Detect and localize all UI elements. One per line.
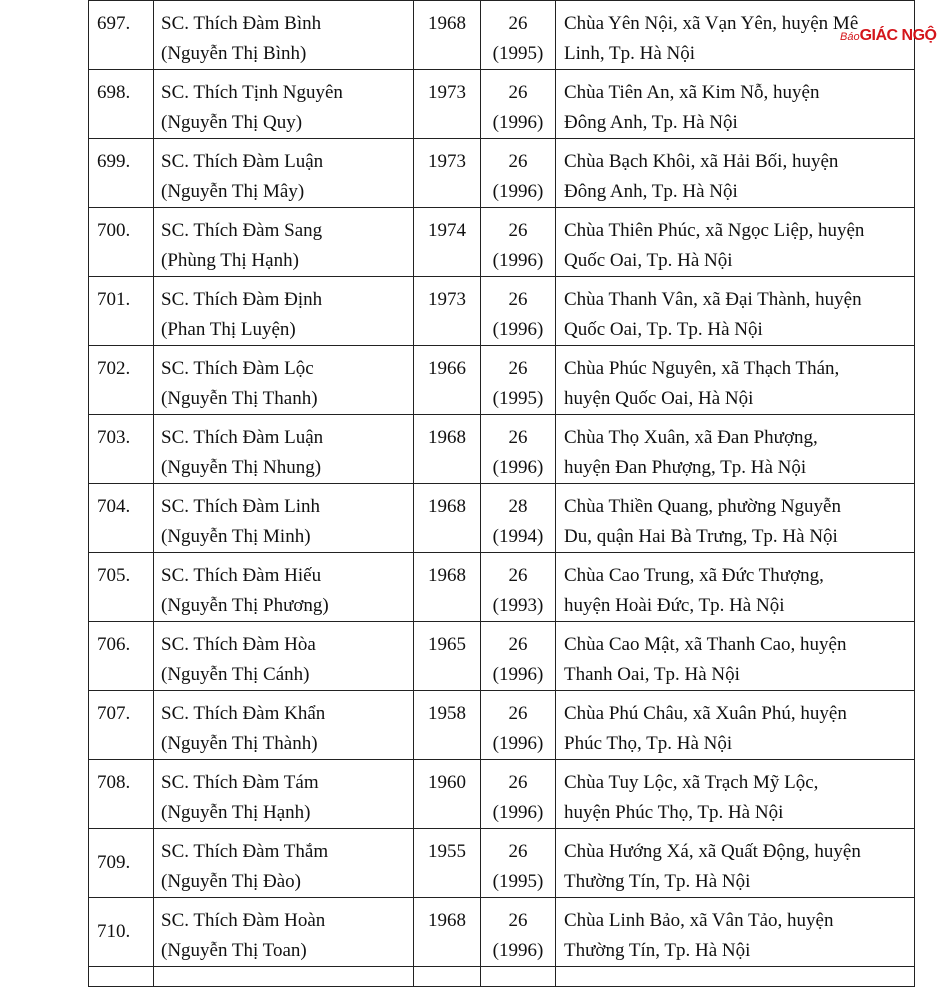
ordination-year: (1995) — [492, 871, 544, 892]
birth-year: 1968 — [428, 910, 466, 931]
birth-year: 1974 — [428, 220, 466, 241]
ordination-year: (1996) — [492, 112, 544, 133]
ordination-cell — [481, 829, 556, 898]
monastic-roster-table — [88, 0, 915, 987]
dharma-name: SC. Thích Đàm Tám — [161, 772, 319, 793]
address-line-2: Đông Anh, Tp. Hà Nội — [564, 181, 738, 202]
birth-year-cell — [414, 898, 481, 967]
row-number-cell — [89, 346, 154, 415]
row-number-cell — [89, 1, 154, 70]
row-number: 703. — [97, 427, 131, 448]
lay-name: (Nguyễn Thị Nhung) — [161, 457, 322, 478]
dharma-name: SC. Thích Tịnh Nguyên — [161, 82, 343, 103]
row-number: 708. — [97, 772, 131, 793]
birth-year: 1968 — [428, 565, 466, 586]
dharma-name: SC. Thích Đàm Thắm — [161, 841, 329, 862]
address-line-2: Quốc Oai, Tp. Hà Nội — [564, 250, 733, 271]
address-line-1: Chùa Thiền Quang, phường Nguyễn — [564, 496, 841, 517]
roster-body — [89, 1, 915, 987]
dharma-name: SC. Thích Đàm Bình — [161, 13, 322, 34]
ordination-cell — [481, 691, 556, 760]
name-cell — [154, 139, 414, 208]
address-line-2: Đông Anh, Tp. Hà Nội — [564, 112, 738, 133]
table-row — [89, 829, 915, 898]
row-number: 705. — [97, 565, 131, 586]
row-number-cell — [89, 691, 154, 760]
row-number: 697. — [97, 13, 131, 34]
ordination-age: 26 — [508, 13, 528, 34]
address-line-2: Thường Tín, Tp. Hà Nội — [564, 871, 751, 892]
row-number: 704. — [97, 496, 131, 517]
row-number-cell — [89, 484, 154, 553]
row-number: 701. — [97, 289, 131, 310]
row-number-cell — [89, 622, 154, 691]
table-row — [89, 1, 915, 70]
lay-name: (Nguyễn Thị Cánh) — [161, 664, 310, 685]
table-row — [89, 139, 915, 208]
ordination-age: 26 — [508, 82, 528, 103]
name-cell — [154, 346, 414, 415]
birth-year: 1973 — [428, 289, 466, 310]
lay-name: (Nguyễn Thị Bình) — [161, 43, 307, 64]
lay-name: (Nguyễn Thị Thanh) — [161, 388, 318, 409]
address-cell — [556, 139, 915, 208]
dharma-name: SC. Thích Đàm Linh — [161, 496, 321, 517]
lay-name: (Nguyễn Thị Hạnh) — [161, 802, 311, 823]
address-cell — [556, 415, 915, 484]
dharma-name: SC. Thích Đàm Sang — [161, 220, 323, 241]
address-line-1: Chùa Hướng Xá, xã Quất Động, huyện — [564, 841, 861, 862]
ordination-age: 26 — [508, 841, 528, 862]
address-line-1: Chùa Phúc Nguyên, xã Thạch Thán, — [564, 358, 840, 379]
table-row — [89, 346, 915, 415]
name-cell — [154, 760, 414, 829]
birth-year: 1958 — [428, 703, 466, 724]
address-line-2: Linh, Tp. Hà Nội — [564, 43, 696, 64]
newspaper-watermark-logo — [840, 27, 936, 45]
row-number-cell — [89, 139, 154, 208]
name-cell — [154, 208, 414, 277]
table-row — [89, 484, 915, 553]
birth-year-cell — [414, 277, 481, 346]
ordination-cell — [481, 277, 556, 346]
name-cell — [154, 277, 414, 346]
row-number-cell — [89, 829, 154, 898]
address-cell — [556, 691, 915, 760]
row-number-cell — [89, 760, 154, 829]
partial-cell — [89, 967, 154, 987]
row-number-cell — [89, 277, 154, 346]
row-number: 710. — [97, 921, 131, 942]
dharma-name: SC. Thích Đàm Khẩn — [161, 703, 326, 724]
ordination-age: 26 — [508, 910, 528, 931]
birth-year-cell — [414, 139, 481, 208]
lay-name: (Nguyễn Thị Đào) — [161, 871, 302, 892]
ordination-cell — [481, 760, 556, 829]
partial-cell — [556, 967, 915, 987]
ordination-year: (1996) — [492, 250, 544, 271]
table-row — [89, 415, 915, 484]
birth-year-cell — [414, 208, 481, 277]
ordination-age: 26 — [508, 151, 528, 172]
ordination-cell — [481, 1, 556, 70]
address-line-1: Chùa Thiên Phúc, xã Ngọc Liệp, huyện — [564, 220, 865, 241]
birth-year: 1973 — [428, 151, 466, 172]
address-line-2: huyện Quốc Oai, Hà Nội — [564, 388, 754, 409]
name-cell — [154, 898, 414, 967]
row-number-cell — [89, 553, 154, 622]
dharma-name: SC. Thích Đàm Lộc — [161, 358, 314, 379]
ordination-age: 26 — [508, 703, 528, 724]
ordination-age: 26 — [508, 358, 528, 379]
birth-year-cell — [414, 829, 481, 898]
table-row — [89, 277, 915, 346]
birth-year: 1955 — [428, 841, 466, 862]
table-row — [89, 208, 915, 277]
ordination-age: 26 — [508, 772, 528, 793]
ordination-year: (1993) — [492, 595, 544, 616]
birth-year: 1973 — [428, 82, 466, 103]
birth-year-cell — [414, 484, 481, 553]
birth-year-cell — [414, 70, 481, 139]
dharma-name: SC. Thích Đàm Hòa — [161, 634, 316, 655]
address-line-1: Chùa Yên Nội, xã Vạn Yên, huyện Mê — [564, 13, 859, 34]
birth-year: 1968 — [428, 13, 466, 34]
row-number: 699. — [97, 151, 131, 172]
row-number-cell — [89, 415, 154, 484]
ordination-cell — [481, 415, 556, 484]
ordination-year: (1996) — [492, 181, 544, 202]
address-cell — [556, 277, 915, 346]
dharma-name: SC. Thích Đàm Hiếu — [161, 565, 322, 586]
ordination-age: 26 — [508, 220, 528, 241]
lay-name: (Phan Thị Luyện) — [161, 319, 296, 340]
address-cell — [556, 484, 915, 553]
birth-year-cell — [414, 691, 481, 760]
ordination-year: (1994) — [492, 526, 544, 547]
birth-year-cell — [414, 415, 481, 484]
name-cell — [154, 415, 414, 484]
row-number: 707. — [97, 703, 131, 724]
ordination-year: (1995) — [492, 388, 544, 409]
ordination-cell — [481, 553, 556, 622]
address-line-2: Quốc Oai, Tp. Tp. Hà Nội — [564, 319, 763, 340]
address-cell — [556, 70, 915, 139]
address-line-2: huyện Đan Phượng, Tp. Hà Nội — [564, 457, 807, 478]
address-line-1: Chùa Bạch Khôi, xã Hải Bối, huyện — [564, 151, 839, 172]
watermark-brand: GIÁC NGỘ — [859, 27, 937, 44]
lay-name: (Nguyễn Thị Minh) — [161, 526, 311, 547]
birth-year: 1960 — [428, 772, 466, 793]
address-line-1: Chùa Thanh Vân, xã Đại Thành, huyện — [564, 289, 862, 310]
name-cell — [154, 1, 414, 70]
dharma-name: SC. Thích Đàm Định — [161, 289, 323, 310]
name-cell — [154, 622, 414, 691]
birth-year: 1968 — [428, 496, 466, 517]
address-cell — [556, 208, 915, 277]
ordination-age: 26 — [508, 565, 528, 586]
address-cell — [556, 553, 915, 622]
address-line-2: Du, quận Hai Bà Trưng, Tp. Hà Nội — [564, 526, 838, 547]
address-line-1: Chùa Tiên An, xã Kim Nỗ, huyện — [564, 82, 820, 103]
lay-name: (Phùng Thị Hạnh) — [161, 250, 299, 271]
partial-cell — [481, 967, 556, 987]
row-number-cell — [89, 70, 154, 139]
name-cell — [154, 829, 414, 898]
address-line-1: Chùa Phú Châu, xã Xuân Phú, huyện — [564, 703, 847, 724]
ordination-cell — [481, 70, 556, 139]
ordination-cell — [481, 208, 556, 277]
dharma-name: SC. Thích Đàm Luận — [161, 151, 324, 172]
address-cell — [556, 760, 915, 829]
ordination-year: (1996) — [492, 457, 544, 478]
row-number: 698. — [97, 82, 131, 103]
ordination-cell — [481, 484, 556, 553]
address-line-1: Chùa Linh Bảo, xã Vân Tảo, huyện — [564, 910, 834, 931]
lay-name: (Nguyễn Thị Quy) — [161, 112, 303, 133]
name-cell — [154, 484, 414, 553]
ordination-cell — [481, 898, 556, 967]
row-number-cell — [89, 208, 154, 277]
address-line-2: huyện Hoài Đức, Tp. Hà Nội — [564, 595, 785, 616]
partial-cell — [414, 967, 481, 987]
dharma-name: SC. Thích Đàm Hoàn — [161, 910, 326, 931]
address-line-1: Chùa Cao Trung, xã Đức Thượng, — [564, 565, 824, 586]
ordination-year: (1995) — [492, 43, 544, 64]
lay-name: (Nguyễn Thị Toan) — [161, 940, 307, 961]
address-line-2: Thường Tín, Tp. Hà Nội — [564, 940, 751, 961]
address-line-2: huyện Phúc Thọ, Tp. Hà Nội — [564, 802, 784, 823]
ordination-age: 26 — [508, 427, 528, 448]
ordination-year: (1996) — [492, 664, 544, 685]
birth-year-cell — [414, 553, 481, 622]
address-cell — [556, 346, 915, 415]
address-cell — [556, 898, 915, 967]
watermark-prefix: Báo — [840, 31, 860, 43]
ordination-year: (1996) — [492, 733, 544, 754]
name-cell — [154, 70, 414, 139]
ordination-cell — [481, 622, 556, 691]
row-number: 706. — [97, 634, 131, 655]
name-cell — [154, 553, 414, 622]
address-line-1: Chùa Cao Mật, xã Thanh Cao, huyện — [564, 634, 847, 655]
ordination-cell — [481, 346, 556, 415]
ordination-cell — [481, 139, 556, 208]
address-cell — [556, 829, 915, 898]
address-line-1: Chùa Tuy Lộc, xã Trạch Mỹ Lộc, — [564, 772, 819, 793]
address-line-2: Phúc Thọ, Tp. Hà Nội — [564, 733, 733, 754]
table-row — [89, 898, 915, 967]
lay-name: (Nguyễn Thị Mây) — [161, 181, 305, 202]
row-number: 709. — [97, 852, 131, 873]
birth-year-cell — [414, 1, 481, 70]
birth-year-cell — [414, 346, 481, 415]
table-row — [89, 70, 915, 139]
birth-year: 1965 — [428, 634, 466, 655]
birth-year-cell — [414, 622, 481, 691]
ordination-year: (1996) — [492, 319, 544, 340]
birth-year: 1966 — [428, 358, 466, 379]
ordination-year: (1996) — [492, 940, 544, 961]
address-line-1: Chùa Thọ Xuân, xã Đan Phượng, — [564, 427, 818, 448]
row-number-cell — [89, 898, 154, 967]
ordination-year: (1996) — [492, 802, 544, 823]
ordination-age: 28 — [508, 496, 528, 517]
birth-year: 1968 — [428, 427, 466, 448]
lay-name: (Nguyễn Thị Thành) — [161, 733, 318, 754]
address-line-2: Thanh Oai, Tp. Hà Nội — [564, 664, 740, 685]
dharma-name: SC. Thích Đàm Luận — [161, 427, 324, 448]
row-number: 702. — [97, 358, 131, 379]
table-row — [89, 760, 915, 829]
ordination-age: 26 — [508, 634, 528, 655]
birth-year-cell — [414, 760, 481, 829]
ordination-age: 26 — [508, 289, 528, 310]
name-cell — [154, 691, 414, 760]
table-row — [89, 553, 915, 622]
address-cell — [556, 622, 915, 691]
table-row — [89, 691, 915, 760]
row-number: 700. — [97, 220, 131, 241]
table-row-partial — [89, 967, 915, 987]
partial-cell — [154, 967, 414, 987]
table-row — [89, 622, 915, 691]
lay-name: (Nguyễn Thị Phương) — [161, 595, 329, 616]
